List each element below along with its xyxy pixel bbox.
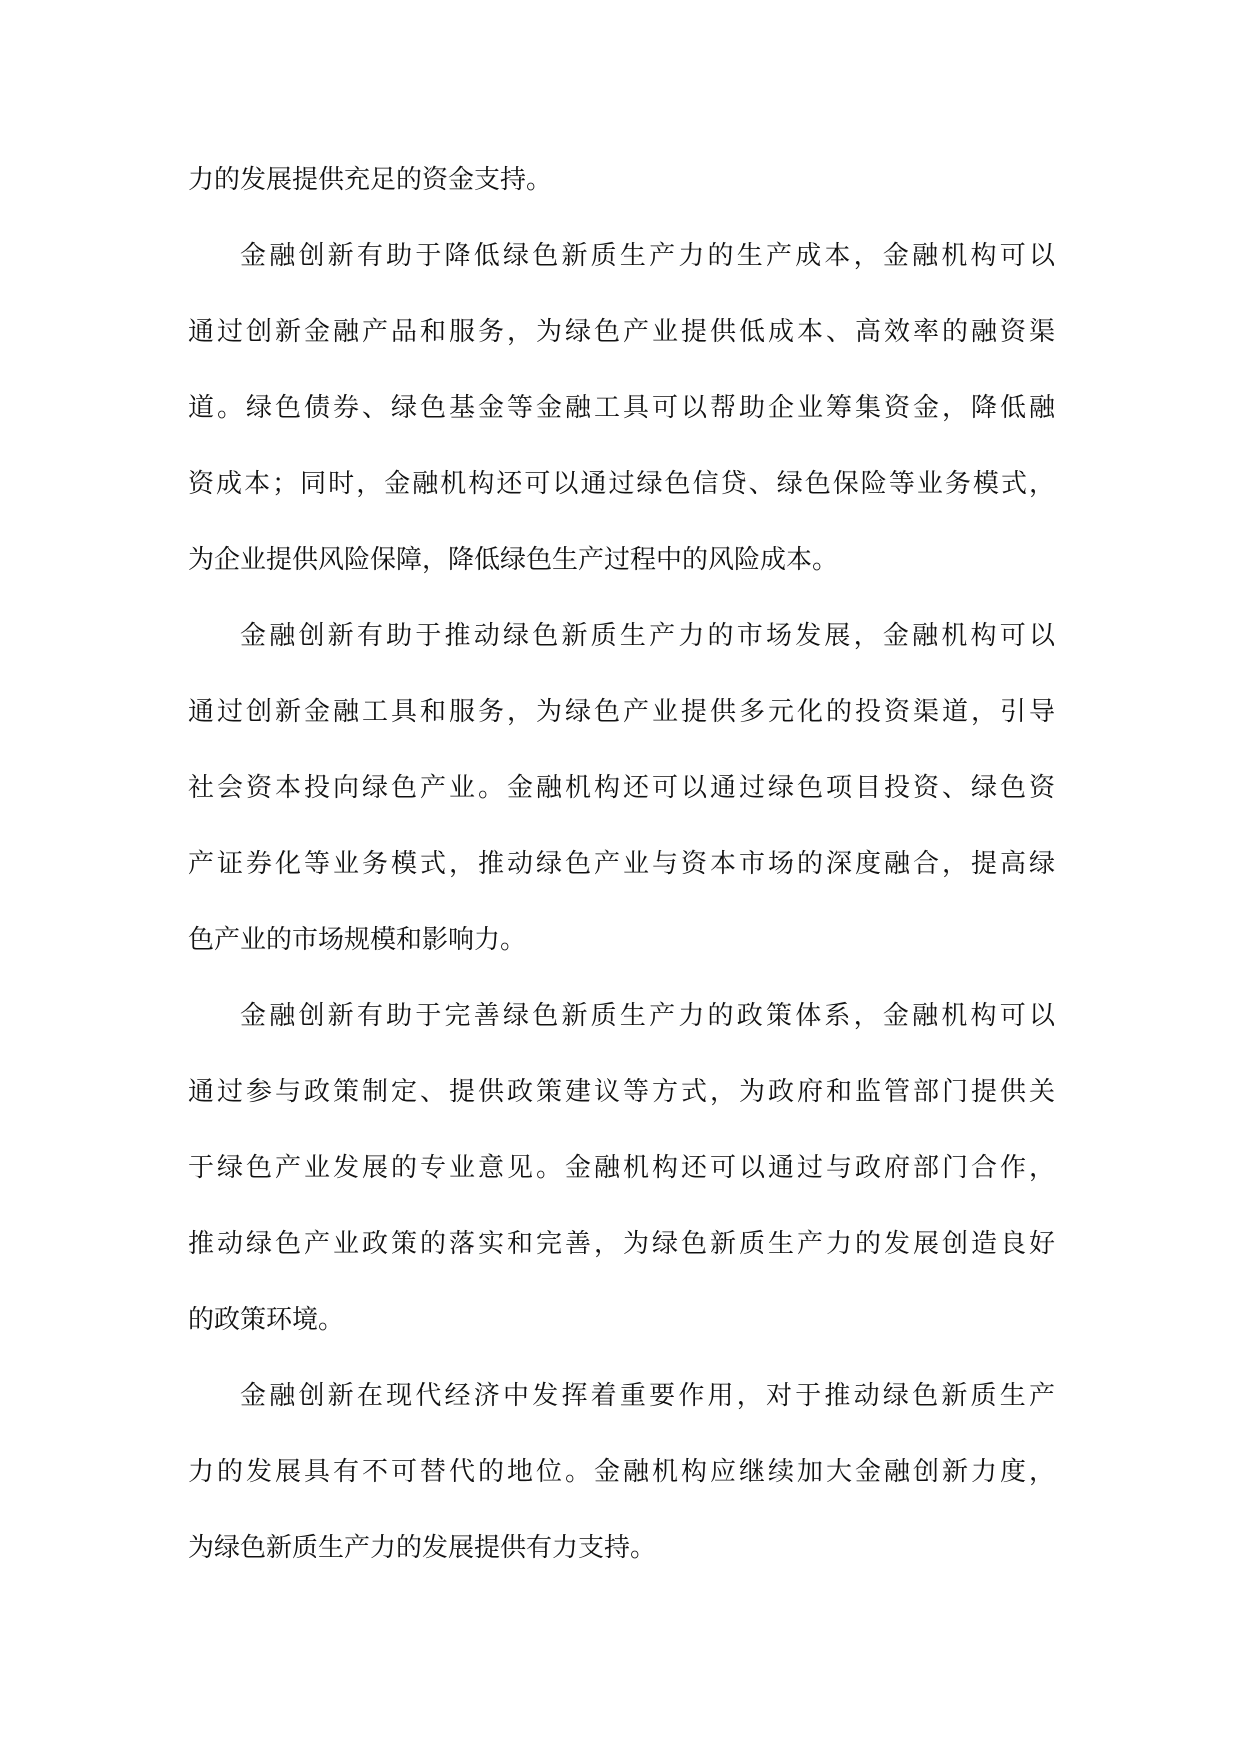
document-body — [188, 142, 1055, 1586]
paragraph-line: 金融创新有助于降低绿色新质生产力的生产成本，金融机构可以 — [240, 241, 1055, 271]
paragraph-line: 资成本；同时，金融机构还可以通过绿色信贷、绿色保险等业务模式， — [188, 469, 1055, 499]
paragraph-line: 力的发展提供充足的资金支持。 — [188, 165, 553, 195]
paragraph-line: 推动绿色产业政策的落实和完善，为绿色新质生产力的发展创造良好 — [188, 1229, 1055, 1259]
paragraph-line: 社会资本投向绿色产业。金融机构还可以通过绿色项目投资、绿色资 — [188, 773, 1055, 803]
paragraph-5 — [188, 1358, 1055, 1586]
paragraph-line: 的政策环境。 — [188, 1305, 345, 1335]
paragraph-line: 道。绿色债券、绿色基金等金融工具可以帮助企业筹集资金，降低融 — [188, 393, 1055, 423]
paragraph-line: 金融创新有助于完善绿色新质生产力的政策体系，金融机构可以 — [240, 1001, 1055, 1031]
paragraph-2 — [188, 218, 1055, 598]
paragraph-line: 为绿色新质生产力的发展提供有力支持。 — [188, 1533, 657, 1563]
paragraph-4 — [188, 978, 1055, 1358]
paragraph-line: 力的发展具有不可替代的地位。金融机构应继续加大金融创新力度， — [188, 1457, 1055, 1487]
paragraph-1 — [188, 142, 1055, 218]
paragraph-3 — [188, 598, 1055, 978]
paragraph-line: 通过创新金融产品和服务，为绿色产业提供低成本、高效率的融资渠 — [188, 317, 1055, 347]
paragraph-line: 金融创新在现代经济中发挥着重要作用，对于推动绿色新质生产 — [240, 1381, 1055, 1411]
paragraph-line: 通过创新金融工具和服务，为绿色产业提供多元化的投资渠道，引导 — [188, 697, 1055, 727]
paragraph-line: 产证券化等业务模式，推动绿色产业与资本市场的深度融合，提高绿 — [188, 849, 1055, 879]
paragraph-line: 金融创新有助于推动绿色新质生产力的市场发展，金融机构可以 — [240, 621, 1055, 651]
paragraph-line: 为企业提供风险保障，降低绿色生产过程中的风险成本。 — [188, 545, 839, 575]
paragraph-line: 通过参与政策制定、提供政策建议等方式，为政府和监管部门提供关 — [188, 1077, 1055, 1107]
paragraph-line: 于绿色产业发展的专业意见。金融机构还可以通过与政府部门合作， — [188, 1153, 1055, 1183]
paragraph-line: 色产业的市场规模和影响力。 — [188, 925, 527, 955]
